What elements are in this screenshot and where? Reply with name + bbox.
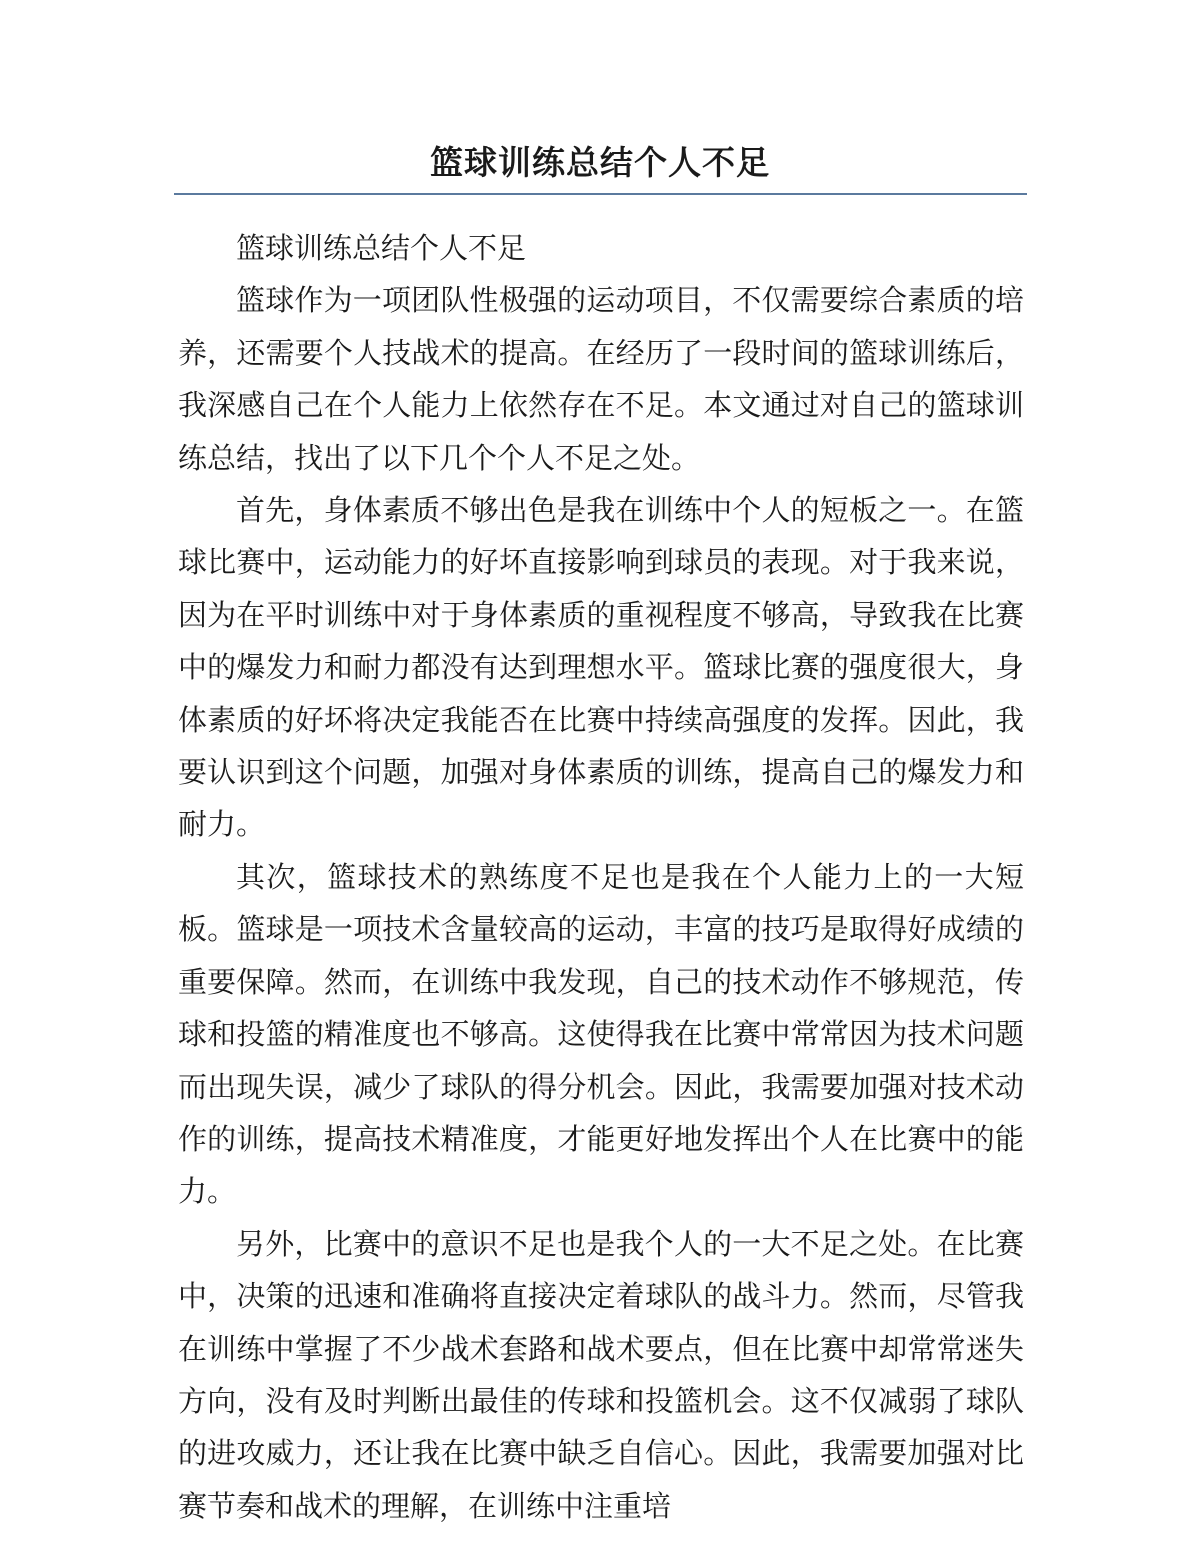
paragraph-physical-fitness: 首先，身体素质不够出色是我在训练中个人的短板之一。在篮球比赛中，运动能力的好坏直接影响到球员的表现。对于我来说，因为在平时训练中对于身体素质的重视程度不够高，导致我在比赛中的爆发力和耐力都没有达到理想水平。篮球比赛的强度很大，身体素质的好坏将决定我能否在比赛中持续高强度的发挥。因此，我要认识到这个问题，加强对身体素质的训练，提高自己的爆发力和耐力。: [178, 493, 1024, 842]
paragraph-technique: 其次，篮球技术的熟练度不足也是我在个人能力上的一大短板。篮球是一项技术含量较高的运动，丰富的技巧是取得好成绩的重要保障。然而，在训练中我发现，自己的技术动作不够规范，传球和投篮的精准度也不够高。这使得我在比赛中常常因为技术问题而出现失误，减少了球队的得分机会。因此，我需要加强对技术动作的训练，提高技术精准度，才能更好地发挥出个人在比赛中的能力。: [178, 859, 1024, 1209]
paragraph-intro: 篮球作为一项团队性极强的运动项目，不仅需要综合素质的培养，还需要个人技战术的提高。在经历了一段时间的篮球训练后，我深感自己在个人能力上依然存在不足。本文通过对自己的篮球训练总结，找出了以下几个个人不足之处。: [178, 283, 1024, 475]
title-divider: [174, 193, 1027, 195]
document-title: 篮球训练总结个人不足: [430, 143, 770, 182]
paragraph-game-awareness: 另外，比赛中的意识不足也是我个人的一大不足之处。在比赛中，决策的迅速和准确将直接决定着球队的战斗力。然而，尽管我在训练中掌握了不少战术套路和战术要点，但在比赛中却常常迷失方向，没有及时判断出最佳的传球和投篮机会。这不仅减弱了球队的进攻威力，还让我在比赛中缺乏自信心。因此，我需要加强对比赛节奏和战术的理解，在训练中注重培: [178, 1226, 1024, 1523]
paragraph-heading: 篮球训练总结个人不足: [236, 231, 527, 265]
document-body: [178, 222, 1024, 1532]
